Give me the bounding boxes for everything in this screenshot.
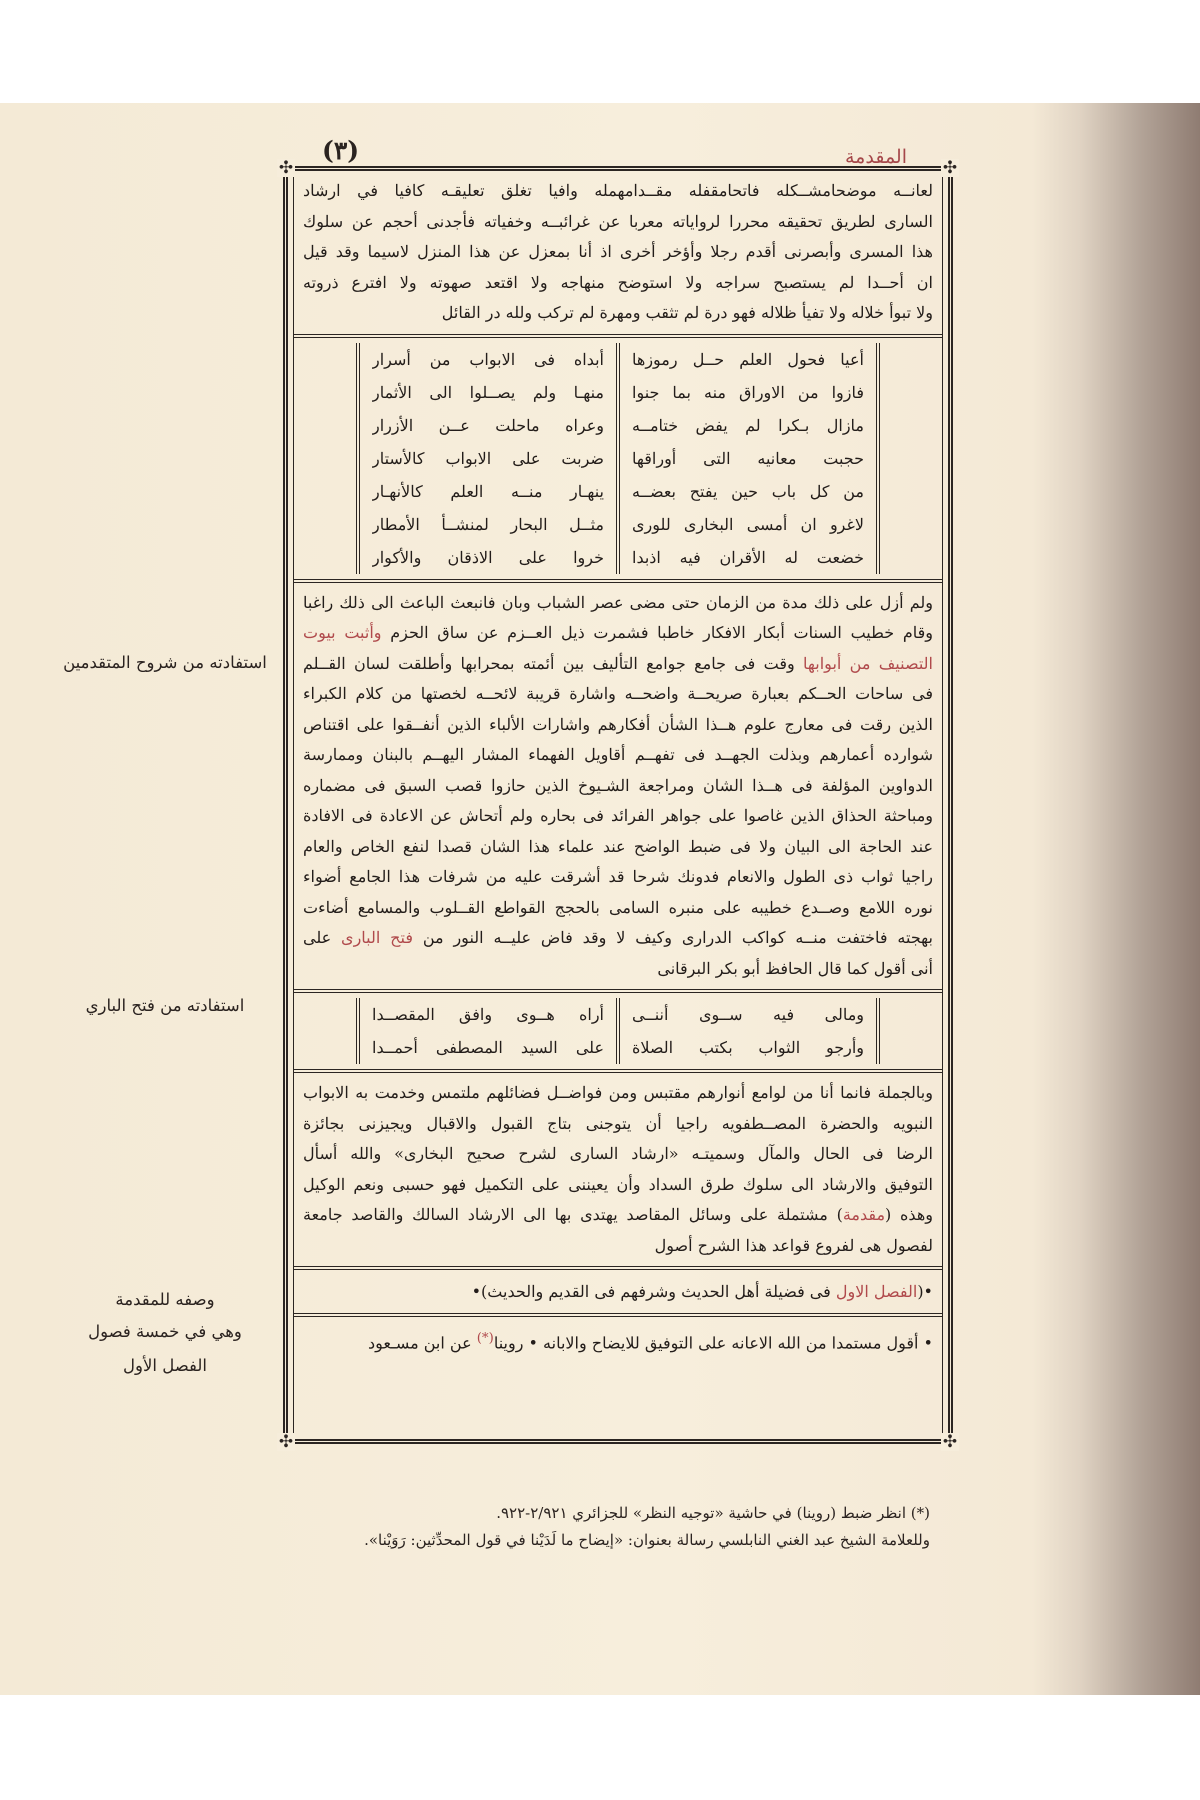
text-line: عند الحاجة الى البيان ولا فى ضبط الواضح عند علماء هذا الشان قصدا لنفع الخاص والعام [303,836,933,856]
footnote-marker[interactable]: (*) [476,1331,494,1346]
text-line: راجيا ثواب ذى الطول والانعام فدونك شرحا قد أشرقت عليه من شرفات هذا الجامع أضواء [303,867,933,886]
divider [294,1313,942,1317]
verse-line: مثــل البحار لمنشــأ الأمطار [372,514,604,534]
section-title: المقدمة [845,146,908,168]
verse-line: مازال بـكرا لم يفض ختامــه [632,415,864,435]
text-line: أنى أقول كما قال الحافظ أبو بكر البرقانى [657,958,933,978]
divider [294,1266,942,1270]
text-segment: وقت فى جامع جوامع التأليف بين أئمته بمحرابها وأطلقت لسان القــلم [303,653,795,673]
text-line [303,618,933,649]
text-line: النبويه والحضرة المصــطفويه راجيا أن يتوجنى بتاج القبول والاقبال ويجيزنى بجائزة [303,1113,933,1133]
text-line: شوارده أعمارهم وبذلت الجهــد فى تفهــم أقاويل الفهماء المشار اليهــم بالبنان وممارسة [303,745,933,764]
margin-note: الفصل الأول [123,1356,207,1375]
text-segment: وهذه ( [885,1205,933,1224]
knot-ornament-icon: ✣ [278,158,294,178]
rubric-text: وأثبت بيوت [303,623,382,642]
verse-line: خروا على الاذقان والأكوار [372,547,604,567]
closing-text: • أقول مستمدا من الله الاعانه على التوفيق للايضاح والابانه • [528,1333,933,1353]
text-line: ومباحثة الحذاق الذين غاصوا على جواهر الفرائد فى بحاره ولم أتحاش عن الاعادة فى الافادة [303,806,933,825]
text-line: الذين رقت فى معارج علوم هــذا الشأن أفكارهم واشارات الألباء الذين أنفــقوا على اقتناص [303,714,933,734]
text-line: وبالجملة فانما أنا من لوامع أنوارهم مقتبس ومن فواضــل فضائلهم ملتمس وخدمت به الابواب [303,1083,933,1102]
footnote: (*) انظر ضبط (روينا) في حاشية «توجيه النظر» للجزائري ٢/٩٢١-٩٢٢. [496,1504,930,1522]
text-line: الرضا فى الحال والمآل وسميتـه «ارشاد السارى لشرح صحيح البخارى» والله أسأل [303,1144,933,1163]
verse-line: ومالى فيه ســوى أننــى [632,1005,864,1024]
verse-line: أبداه فى الابواب من أسرار [372,349,604,369]
poem-left-column [356,998,620,1064]
chapter-heading [303,1275,933,1308]
verse-line: ضربت على الابواب كالأستار [372,448,604,468]
poem-right-column [620,343,880,574]
footnotes [300,1500,930,1554]
text-segment: على [303,928,332,947]
divider [294,579,942,583]
verse-line: فازوا من الاوراق منه بما جنوا [632,382,864,402]
verse-line: وأرجو الثواب بكتب الصلاة [632,1038,864,1057]
text-line [303,649,933,680]
rubric-text: التصنيف من أبوابها [803,653,933,673]
verse-line: ينهـار منــه العلم كالأنهـار [372,481,604,501]
text-line [303,1200,933,1231]
knot-ornament-icon: ✣ [942,158,958,178]
poem-2 [303,998,933,1064]
rubric-text: مقدمة [842,1205,886,1224]
heading-close: )• [471,1282,488,1301]
margin-note: استفادته من فتح الباري [85,996,245,1015]
verse-line: منهـا ولم يصــلوا الى الأثمار [372,382,604,402]
divider [294,334,942,338]
verse-line: أعيا فحول العلم حــل رموزها [632,349,864,369]
text-line: الدواوين المؤلفة فى هــذا الشان ومراجعة الشـيوخ الذين حازوا قصب السبق فى مضماره [303,775,933,795]
text-segment: ) مشتملة على وسائل المقاصد يهتدى بها الى الارشاد السالك والقاصد جامعة [303,1205,843,1224]
text-line: نوره اللامع وصــدع خطيبه على منبره السامى بالحجج القواطع القــلوب والمسامع أضاءت [303,897,933,917]
divider [294,1069,942,1073]
margin-note: وهي في خمسة فصول [88,1322,242,1341]
poem-right-column [620,998,880,1064]
closing-word: روينا [493,1333,524,1353]
verse-line: من كل باب حين يفتح بعضــه [632,481,864,501]
footnote: وللعلامة الشيخ عبد الغني النابلسي رسالة بعنوان: «إيضاح ما لَدَيْنا في قول المحدِّثين: رَوَيْنا». [364,1531,930,1549]
paragraph-1 [303,176,933,329]
closing-end: عن ابن مسـعود [368,1333,472,1353]
knot-ornament-icon: ✣ [278,1432,294,1452]
verse-line: خضعت له الأقران فيه اذبدا [632,547,864,567]
text-line: لفصول هى لفروع قواعد هذا الشرح أصول [654,1235,933,1255]
heading-open: •( [917,1282,933,1301]
text-segment: وقام خطيب السنات أبكار الافكار خاطبا فشمرت ذيل العــزم عن ساق الحزم [390,623,933,642]
knot-ornament-icon: ✣ [942,1432,958,1452]
poem-1 [303,343,933,574]
verse-line: لاغرو ان أمسى البخارى للورى [632,514,864,534]
verse-line: على السيد المصطفى أحمــدا [372,1038,604,1057]
paragraph-2 [303,588,933,985]
text-line: فى ساحات الحــكم بعبارة صريحــة واضحــه واشارة قريبة لائحــه لخصتها من كلام الكبراء [303,684,933,703]
verse-line: وعراه ماحلت عــن الأزرار [372,415,604,435]
text-line: ولم أزل على ذلك مدة من الزمان حتى مضى عصر الشباب وبان فانبعث الباعث الى ذلك راغبا [303,592,933,612]
chapter-title-rest: فى فضيلة أهل الحديث وشرفهم فى القديم والحديث [487,1282,831,1301]
margin-note: وصفه للمقدمة [115,1290,215,1309]
page-number: (٣) [322,136,360,165]
text-line: لعانــه موضحامشــكله فاتحامقفله مقــدامهمله وافيا تغلق تعليقـه كافيا في ارشاد [303,181,933,200]
chapter-title-red: الفصل الاول [835,1282,918,1301]
text-frame [278,158,958,1452]
margin-note: استفادته من شروح المتقدمين [63,653,267,672]
divider [294,989,942,993]
poem-left-column [356,343,620,574]
text-line: ان أحــدا لم يستصبح سراجه ولا استوضح منهاجه ولا اقتعد صهوته ولا افترع ذروته [303,272,933,292]
main-text [303,176,933,1434]
text-line: السارى لطريق تحقيقه محررا لرواياته معربا عن غرائبــه وخفياته فأجدنى أحجم عن سلوك [303,211,933,231]
text-line: التوفيق والارشاد الى سلوك طرق السداد وأن يعيننى على التكميل فهو حسبى ونعم الوكيل [303,1174,933,1194]
text-segment: بهجته فاختفت منــه كواكب الدرارى وكيف لا وقد فاض عليــه النور من [422,928,933,947]
text-line: هذا المسرى وأبصرنى أقدم رجلا وأؤخر أخرى اذ أنا بمعزل عن هذا المنزل لاسيما وقد قيل [303,242,933,261]
verse-line: أراه هــوى وافق المقصــدا [372,1005,604,1024]
verse-line: حجبت معانيه التى أوراقها [632,448,864,468]
rubric-text: فتح البارى [341,928,413,947]
paragraph-3 [303,1078,933,1261]
closing-line [303,1322,933,1359]
text-line: ولا تبوأ خلاله ولا تفيأ ظلاله فهو درة لم تثقب ومهرة لم تركب ولله در القائل [441,303,933,322]
text-line [303,923,933,954]
